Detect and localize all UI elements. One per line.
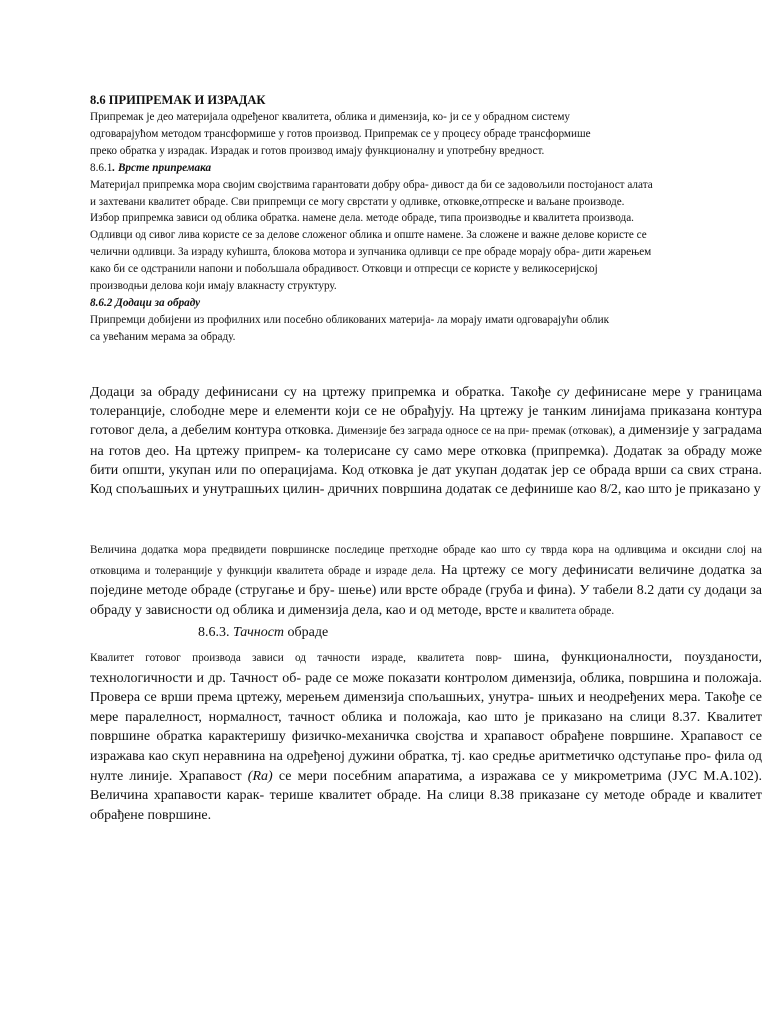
subsection-title: . Врсте припремака [112, 161, 212, 174]
paragraph-text-small: Димензије без заграда односе се на при- премак (отковак), [333, 425, 616, 438]
section-heading: 8.6 ПРИПРЕМАК И ИЗРАДАК [90, 93, 266, 107]
paragraph-text: Додаци за обраду дефинисани су на цртежу припремка и обратка. Такође [90, 385, 557, 400]
paragraph-text: шина, функционалности, поузданости, технологичности и др. Тачност об- раде се може показати контролом димензија, облика, површина и положаја. Провера се врши према цртежу, мерењем димензија спољашњих, унутра- шњих и неодређених мера. Такође се мере паралелност, нормалност, тачност облика и положаја, као што је приказано на слици 8.37. Квалитет површине обратка карактеришу физичко-механичка својства и храпавост обрађене површине. Храпавост се изражава као скуп неравнина на одређеној дужини обратка, тј. као средње аритметичко одступање про- фила од нулте линије. Храпавост [90, 650, 763, 784]
paragraph-text-italic: су [556, 385, 570, 400]
paragraph-text-small: Величина додатка мора предвидети површинске последице претходне обраде као што су тврда кора на одливцима и оксидни слој на отковцима и толеранције у функцији квалитета обраде и израде дела. [90, 544, 762, 577]
heading-rest: обраде [284, 625, 329, 640]
text-line: и захтевани квалитет обраде. Сви припремци се могу сврстати у одливке, отковке,отпреске и ваљане производе. [90, 195, 625, 208]
subsection-number: 8.6.1 [90, 161, 113, 174]
paragraph-text: дефинисане мере у границама толеранције, слободне мере и елементи који се не обрађују. На цртежу је танким линијама приказана контура готовог дела, а дебелим контура отковка. [90, 385, 762, 439]
text-line: челични одливци. За израду кућишта, блокова мотора и зупчаника одливци се пре обраде морају обра- дити жарењем [90, 246, 652, 259]
text-line: одговарајућом методом трансформише у готов производ. Припремак се у процесу обраде трансформише [90, 127, 591, 140]
paragraph-size [90, 540, 762, 621]
paragraph-text-italic: (Ra) [247, 768, 273, 784]
text-line: Избор припремка зависи од облика обратка. намене дела. методе обраде, типа производње и квалитета производа. [90, 212, 634, 225]
paragraph-text-small: Квалитет готовог производа зависи од тачности израде, квалитета повр- [90, 652, 502, 664]
paragraph-additions [90, 383, 762, 499]
heading-number: 8.6.3. [198, 625, 233, 640]
text-line: са увећаним мерама за обраду. [90, 330, 236, 343]
subsection-heading [90, 160, 680, 177]
text-line: Припремци добијени из профилних или посебно обликованих материја- ла морају имати одговарајући облик [90, 313, 610, 326]
subsection-heading-8-6-3 [198, 625, 328, 641]
text-line: како би се одстранили напони и побољшала обрадивост. Отковци и отпресци се користе у великосеријској [90, 263, 598, 276]
paragraph-accuracy [90, 648, 762, 825]
text-line: Материјал припремка мора својим својствима гарантовати добру обра- дивост да би се задовољили постојаност алата [90, 178, 653, 191]
section-8-6 [90, 92, 680, 346]
paragraph-text: се мери посебним апаратима, а изражава се у микрометрима (ЈУС М.А.102). Величина храпавости карак- терише квалитет обраде. На слици 8.38 приказане су методе обраде и квалитет обрађене површине. [90, 768, 762, 823]
subsection-heading-8-6-2: 8.6.2 Додаци за обраду [90, 296, 201, 309]
paragraph-text: На цртежу се могу дефинисати величине додатка за поједине методе обраде (стругање и бру- шење) или врсте обраде (груба и фина). У табели 8.2 дати су додаци за обраду у зависности од облика и димензија дела, као и од методе, врсте [90, 562, 763, 618]
text-line: производњи делова који имају влакнасту структуру. [90, 280, 337, 293]
text-line: преко обратка у израдак. Израдак и готов производ имају функционалну и употребну вредност. [90, 144, 545, 157]
text-line: Одливци од сивог лива користе се за делове сложеног облика и опште намене. За сложене и важне делове користе се [90, 229, 647, 242]
heading-italic: Тачност [233, 625, 285, 640]
text-line: Припремак је део материјала одређеног квалитета, облика и димензија, ко- ји се у обрадном систему [90, 111, 570, 123]
paragraph-text: а димензије у заградама на готов део. На цртежу припрем- ка толерисане су само мере отковка (припремка). Додатак за обраду може бити општи, укупан или по операцијама. Код отковка је дат укупан додатак јер се обрада врши са свих страна. Код спољашњих и унутрашњих цилин- дричних површина додатак се дефинише као 8/2, као што је приказано у [90, 423, 762, 498]
paragraph-text-small: и квалитета обраде. [517, 604, 615, 617]
